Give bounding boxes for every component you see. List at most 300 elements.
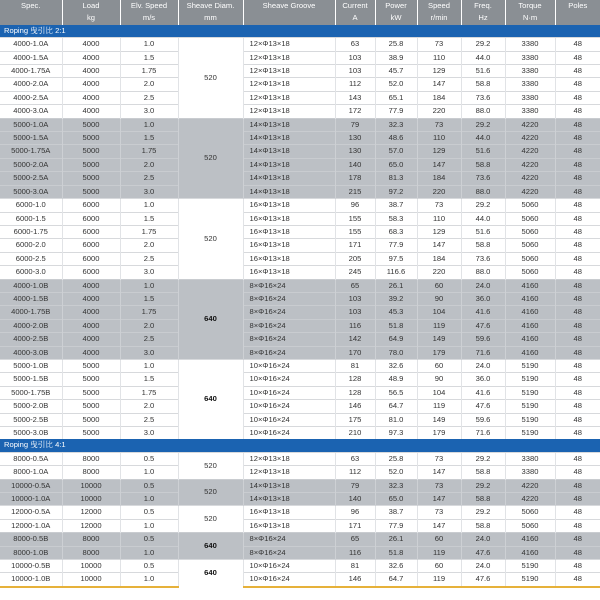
load-cell: 10000 (62, 493, 120, 506)
table-row (0, 132, 600, 145)
poles-cell: 48 (555, 413, 600, 426)
power-cell: 51.8 (375, 319, 417, 332)
column-unit: kW (375, 12, 417, 24)
power-cell: 26.1 (375, 533, 417, 546)
groove-cell: 10×Φ16×24 (243, 427, 335, 440)
freq-cell: 58.8 (461, 239, 505, 252)
freq-cell: 24.0 (461, 533, 505, 546)
sheave-diam-cell: 640 (178, 279, 243, 359)
rpm-cell: 73 (417, 506, 461, 519)
load-cell: 6000 (62, 212, 120, 225)
table-row (0, 65, 600, 78)
spec-cell: 6000-1.0 (0, 199, 62, 212)
current-cell: 103 (335, 292, 375, 305)
spec-cell: 4000-3.0B (0, 346, 62, 359)
load-cell: 4000 (62, 306, 120, 319)
freq-cell: 44.0 (461, 212, 505, 225)
speed-cell: 1.0 (120, 466, 178, 479)
table-row (0, 145, 600, 158)
poles-cell: 48 (555, 346, 600, 359)
freq-cell: 29.2 (461, 118, 505, 131)
load-cell: 5000 (62, 158, 120, 171)
header-name-row (0, 0, 600, 12)
rpm-cell: 119 (417, 400, 461, 413)
table-row (0, 519, 600, 532)
column-unit: A (335, 12, 375, 24)
table-row (0, 319, 600, 332)
torque-cell: 4220 (505, 158, 555, 171)
current-cell: 172 (335, 105, 375, 118)
table-row (0, 158, 600, 171)
power-cell: 97.2 (375, 185, 417, 198)
speed-cell: 1.75 (120, 225, 178, 238)
table-row (0, 506, 600, 519)
rpm-cell: 147 (417, 158, 461, 171)
table-row (0, 306, 600, 319)
torque-cell: 3380 (505, 452, 555, 465)
torque-cell: 5060 (505, 239, 555, 252)
power-cell: 97.5 (375, 252, 417, 265)
power-cell: 81.3 (375, 172, 417, 185)
power-cell: 52.0 (375, 78, 417, 91)
poles-cell: 48 (555, 145, 600, 158)
speed-cell: 0.5 (120, 533, 178, 546)
poles-cell: 48 (555, 65, 600, 78)
torque-cell: 5190 (505, 413, 555, 426)
groove-cell: 12×Φ13×18 (243, 65, 335, 78)
column-header: Sheave Groove (243, 0, 335, 12)
column-header: Current (335, 0, 375, 12)
power-cell: 58.3 (375, 212, 417, 225)
column-unit: Hz (461, 12, 505, 24)
column-header: Power (375, 0, 417, 12)
current-cell: 63 (335, 452, 375, 465)
groove-cell: 8×Φ16×24 (243, 346, 335, 359)
groove-cell: 8×Φ16×24 (243, 292, 335, 305)
current-cell: 116 (335, 319, 375, 332)
power-cell: 38.9 (375, 51, 417, 64)
table-row (0, 78, 600, 91)
torque-cell: 5060 (505, 225, 555, 238)
power-cell: 81.0 (375, 413, 417, 426)
speed-cell: 1.0 (120, 279, 178, 292)
power-cell: 32.3 (375, 479, 417, 492)
power-cell: 45.7 (375, 65, 417, 78)
current-cell: 112 (335, 466, 375, 479)
freq-cell: 24.0 (461, 279, 505, 292)
column-unit: N·m (505, 12, 555, 24)
power-cell: 65.0 (375, 493, 417, 506)
freq-cell: 51.6 (461, 145, 505, 158)
current-cell: 79 (335, 479, 375, 492)
groove-cell: 16×Φ13×18 (243, 252, 335, 265)
freq-cell: 73.6 (461, 252, 505, 265)
torque-cell: 5190 (505, 359, 555, 372)
speed-cell: 1.5 (120, 292, 178, 305)
load-cell: 4000 (62, 65, 120, 78)
groove-cell: 10×Φ16×24 (243, 413, 335, 426)
spec-cell: 6000-2.0 (0, 239, 62, 252)
power-cell: 51.8 (375, 546, 417, 559)
groove-cell: 16×Φ13×18 (243, 212, 335, 225)
power-cell: 77.9 (375, 105, 417, 118)
speed-cell: 2.5 (120, 333, 178, 346)
rpm-cell: 149 (417, 333, 461, 346)
poles-cell: 48 (555, 279, 600, 292)
power-cell: 32.3 (375, 118, 417, 131)
load-cell: 6000 (62, 266, 120, 279)
speed-cell: 2.0 (120, 158, 178, 171)
poles-cell: 48 (555, 386, 600, 399)
load-cell: 8000 (62, 466, 120, 479)
freq-cell: 29.2 (461, 479, 505, 492)
spec-cell: 10000-1.0A (0, 493, 62, 506)
torque-cell: 4220 (505, 185, 555, 198)
table-row (0, 452, 600, 465)
torque-cell: 3380 (505, 466, 555, 479)
current-cell: 140 (335, 158, 375, 171)
rpm-cell: 147 (417, 78, 461, 91)
poles-cell: 48 (555, 51, 600, 64)
table-row (0, 172, 600, 185)
spec-cell: 5000-1.0B (0, 359, 62, 372)
spec-cell: 5000-2.0B (0, 400, 62, 413)
sheave-diam-cell: 520 (178, 479, 243, 506)
current-cell: 170 (335, 346, 375, 359)
load-cell: 4000 (62, 78, 120, 91)
torque-cell: 5190 (505, 386, 555, 399)
spec-cell: 10000-1.0B (0, 573, 62, 587)
poles-cell: 48 (555, 225, 600, 238)
torque-cell: 4220 (505, 132, 555, 145)
current-cell: 96 (335, 199, 375, 212)
freq-cell: 29.2 (461, 199, 505, 212)
spec-cell: 5000-1.5B (0, 373, 62, 386)
speed-cell: 1.75 (120, 65, 178, 78)
groove-cell: 14×Φ13×18 (243, 493, 335, 506)
groove-cell: 14×Φ13×18 (243, 185, 335, 198)
freq-cell: 59.6 (461, 413, 505, 426)
groove-cell: 8×Φ16×24 (243, 279, 335, 292)
spec-cell: 5000-2.5B (0, 413, 62, 426)
poles-cell: 48 (555, 519, 600, 532)
freq-cell: 73.6 (461, 91, 505, 104)
load-cell: 6000 (62, 225, 120, 238)
spec-cell: 5000-3.0B (0, 427, 62, 440)
current-cell: 63 (335, 38, 375, 51)
power-cell: 64.7 (375, 400, 417, 413)
speed-cell: 3.0 (120, 105, 178, 118)
speed-cell: 1.75 (120, 145, 178, 158)
groove-cell: 10×Φ16×24 (243, 373, 335, 386)
rpm-cell: 60 (417, 279, 461, 292)
poles-cell: 48 (555, 38, 600, 51)
rpm-cell: 184 (417, 91, 461, 104)
groove-cell: 14×Φ13×18 (243, 118, 335, 131)
spec-cell: 4000-1.75B (0, 306, 62, 319)
spec-cell: 5000-1.0A (0, 118, 62, 131)
current-cell: 103 (335, 51, 375, 64)
spec-cell: 4000-2.0B (0, 319, 62, 332)
load-cell: 4000 (62, 333, 120, 346)
load-cell: 5000 (62, 185, 120, 198)
torque-cell: 5060 (505, 266, 555, 279)
load-cell: 5000 (62, 145, 120, 158)
sheave-diam-cell: 520 (178, 38, 243, 118)
spec-cell: 4000-1.5A (0, 51, 62, 64)
poles-cell: 48 (555, 239, 600, 252)
torque-cell: 3380 (505, 65, 555, 78)
groove-cell: 10×Φ16×24 (243, 560, 335, 573)
speed-cell: 1.0 (120, 38, 178, 51)
poles-cell: 48 (555, 212, 600, 225)
rpm-cell: 147 (417, 519, 461, 532)
sheave-diam-cell: 520 (178, 118, 243, 198)
speed-cell: 1.75 (120, 306, 178, 319)
rpm-cell: 129 (417, 65, 461, 78)
load-cell: 5000 (62, 373, 120, 386)
groove-cell: 12×Φ13×18 (243, 466, 335, 479)
freq-cell: 41.6 (461, 306, 505, 319)
spec-cell: 4000-1.0A (0, 38, 62, 51)
table-row (0, 225, 600, 238)
torque-cell: 5190 (505, 400, 555, 413)
rpm-cell: 104 (417, 306, 461, 319)
load-cell: 5000 (62, 427, 120, 440)
current-cell: 81 (335, 359, 375, 372)
groove-cell: 12×Φ13×18 (243, 105, 335, 118)
freq-cell: 71.6 (461, 427, 505, 440)
poles-cell: 48 (555, 452, 600, 465)
poles-cell: 48 (555, 400, 600, 413)
current-cell: 142 (335, 333, 375, 346)
column-header: Freq. (461, 0, 505, 12)
table-row (0, 533, 600, 546)
groove-cell: 12×Φ13×18 (243, 51, 335, 64)
current-cell: 65 (335, 533, 375, 546)
table-row (0, 279, 600, 292)
speed-cell: 3.0 (120, 346, 178, 359)
current-cell: 155 (335, 225, 375, 238)
spec-cell: 8000-0.5B (0, 533, 62, 546)
speed-cell: 2.0 (120, 78, 178, 91)
poles-cell: 48 (555, 199, 600, 212)
rpm-cell: 119 (417, 573, 461, 587)
speed-cell: 2.0 (120, 239, 178, 252)
column-unit (0, 12, 62, 24)
table-row (0, 546, 600, 559)
current-cell: 103 (335, 65, 375, 78)
spec-cell: 10000-0.5A (0, 479, 62, 492)
spec-cell: 4000-1.5B (0, 292, 62, 305)
table-row (0, 252, 600, 265)
poles-cell: 48 (555, 185, 600, 198)
groove-cell: 14×Φ13×18 (243, 172, 335, 185)
speed-cell: 2.5 (120, 252, 178, 265)
spec-cell: 5000-1.5A (0, 132, 62, 145)
speed-cell: 0.5 (120, 479, 178, 492)
torque-cell: 5060 (505, 212, 555, 225)
freq-cell: 29.2 (461, 506, 505, 519)
sheave-diam-cell: 640 (178, 560, 243, 587)
power-cell: 78.0 (375, 346, 417, 359)
power-cell: 32.6 (375, 560, 417, 573)
rpm-cell: 60 (417, 560, 461, 573)
groove-cell: 16×Φ13×18 (243, 519, 335, 532)
current-cell: 128 (335, 386, 375, 399)
poles-cell: 48 (555, 252, 600, 265)
torque-cell: 4160 (505, 546, 555, 559)
spec-cell: 4000-2.5B (0, 333, 62, 346)
load-cell: 5000 (62, 132, 120, 145)
torque-cell: 3380 (505, 91, 555, 104)
spec-cell: 6000-1.5 (0, 212, 62, 225)
section-title: Roping 曳引比 2:1 (0, 25, 600, 38)
rpm-cell: 147 (417, 493, 461, 506)
spec-cell: 4000-2.5A (0, 91, 62, 104)
column-header: Load (62, 0, 120, 12)
current-cell: 146 (335, 400, 375, 413)
spec-cell: 4000-3.0A (0, 105, 62, 118)
spec-cell: 6000-2.5 (0, 252, 62, 265)
torque-cell: 4220 (505, 145, 555, 158)
poles-cell: 48 (555, 333, 600, 346)
groove-cell: 10×Φ16×24 (243, 573, 335, 587)
current-cell: 112 (335, 78, 375, 91)
freq-cell: 41.6 (461, 386, 505, 399)
column-unit (243, 12, 335, 24)
groove-cell: 12×Φ13×18 (243, 452, 335, 465)
spec-cell: 8000-1.0A (0, 466, 62, 479)
table-row (0, 560, 600, 573)
freq-cell: 24.0 (461, 359, 505, 372)
table-body (0, 25, 600, 587)
freq-cell: 88.0 (461, 105, 505, 118)
torque-cell: 4160 (505, 292, 555, 305)
power-cell: 116.6 (375, 266, 417, 279)
speed-cell: 1.75 (120, 386, 178, 399)
groove-cell: 16×Φ13×18 (243, 506, 335, 519)
torque-cell: 3380 (505, 78, 555, 91)
rpm-cell: 220 (417, 105, 461, 118)
torque-cell: 5060 (505, 506, 555, 519)
speed-cell: 2.5 (120, 172, 178, 185)
poles-cell: 48 (555, 306, 600, 319)
column-header: Torque (505, 0, 555, 12)
table-row (0, 266, 600, 279)
speed-cell: 2.5 (120, 413, 178, 426)
groove-cell: 8×Φ16×24 (243, 319, 335, 332)
table-row (0, 427, 600, 440)
groove-cell: 8×Φ16×24 (243, 306, 335, 319)
freq-cell: 88.0 (461, 185, 505, 198)
load-cell: 4000 (62, 279, 120, 292)
table-row (0, 466, 600, 479)
rpm-cell: 110 (417, 212, 461, 225)
torque-cell: 4160 (505, 279, 555, 292)
table-row (0, 292, 600, 305)
load-cell: 5000 (62, 400, 120, 413)
speed-cell: 1.5 (120, 51, 178, 64)
rpm-cell: 179 (417, 346, 461, 359)
freq-cell: 47.6 (461, 319, 505, 332)
current-cell: 79 (335, 118, 375, 131)
torque-cell: 5190 (505, 373, 555, 386)
table-row (0, 386, 600, 399)
load-cell: 4000 (62, 51, 120, 64)
spec-cell: 10000-0.5B (0, 560, 62, 573)
freq-cell: 58.8 (461, 519, 505, 532)
speed-cell: 1.0 (120, 359, 178, 372)
table-row (0, 479, 600, 492)
poles-cell: 48 (555, 132, 600, 145)
speed-cell: 1.5 (120, 373, 178, 386)
groove-cell: 14×Φ13×18 (243, 132, 335, 145)
power-cell: 68.3 (375, 225, 417, 238)
load-cell: 4000 (62, 105, 120, 118)
poles-cell: 48 (555, 118, 600, 131)
table-header (0, 0, 600, 25)
rpm-cell: 149 (417, 413, 461, 426)
poles-cell: 48 (555, 373, 600, 386)
poles-cell: 48 (555, 560, 600, 573)
torque-cell: 5060 (505, 199, 555, 212)
groove-cell: 14×Φ13×18 (243, 158, 335, 171)
table-row (0, 333, 600, 346)
speed-cell: 0.5 (120, 560, 178, 573)
spec-cell: 5000-3.0A (0, 185, 62, 198)
speed-cell: 0.5 (120, 506, 178, 519)
rpm-cell: 184 (417, 172, 461, 185)
load-cell: 4000 (62, 91, 120, 104)
power-cell: 26.1 (375, 279, 417, 292)
table-row (0, 91, 600, 104)
column-unit: m/s (120, 12, 178, 24)
rpm-cell: 147 (417, 239, 461, 252)
load-cell: 4000 (62, 292, 120, 305)
load-cell: 8000 (62, 546, 120, 559)
current-cell: 143 (335, 91, 375, 104)
groove-cell: 12×Φ13×18 (243, 38, 335, 51)
load-cell: 4000 (62, 38, 120, 51)
load-cell: 5000 (62, 172, 120, 185)
sheave-diam-cell: 640 (178, 533, 243, 560)
speed-cell: 2.5 (120, 91, 178, 104)
load-cell: 5000 (62, 359, 120, 372)
table-row (0, 373, 600, 386)
speed-cell: 1.0 (120, 519, 178, 532)
rpm-cell: 60 (417, 359, 461, 372)
current-cell: 215 (335, 185, 375, 198)
spec-cell: 12000-1.0A (0, 519, 62, 532)
spec-cell: 6000-3.0 (0, 266, 62, 279)
column-header: Elv. Speed (120, 0, 178, 12)
column-unit: mm (178, 12, 243, 24)
power-cell: 77.9 (375, 519, 417, 532)
column-unit: kg (62, 12, 120, 24)
groove-cell: 16×Φ13×18 (243, 266, 335, 279)
groove-cell: 8×Φ16×24 (243, 333, 335, 346)
poles-cell: 48 (555, 105, 600, 118)
torque-cell: 4220 (505, 493, 555, 506)
rpm-cell: 220 (417, 185, 461, 198)
current-cell: 140 (335, 493, 375, 506)
torque-cell: 5190 (505, 560, 555, 573)
spec-cell: 4000-1.75A (0, 65, 62, 78)
speed-cell: 2.0 (120, 319, 178, 332)
spec-cell: 4000-1.0B (0, 279, 62, 292)
table-row (0, 346, 600, 359)
